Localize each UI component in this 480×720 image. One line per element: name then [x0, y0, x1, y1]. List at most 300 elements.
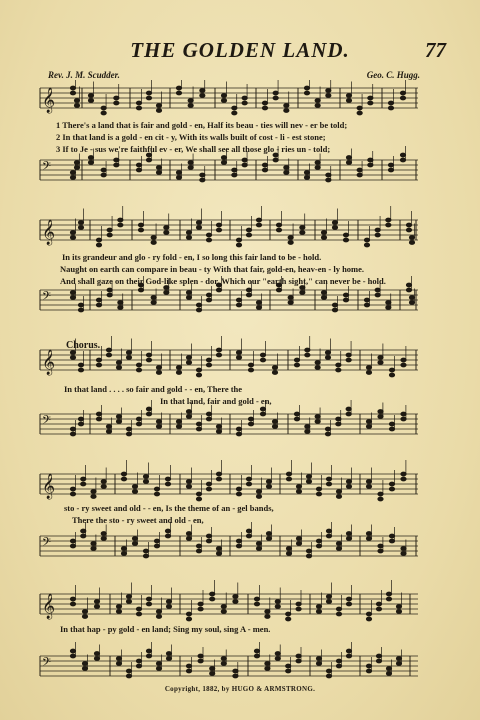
note-head: [366, 612, 371, 616]
note-head: [315, 104, 320, 108]
note-head: [118, 306, 123, 310]
note-head: [300, 286, 305, 290]
note-head: [126, 427, 131, 431]
note-head: [357, 106, 362, 110]
note-head: [82, 615, 87, 619]
note-head: [94, 600, 99, 604]
note-head: [165, 529, 170, 533]
note-head: [256, 218, 261, 222]
note-head: [132, 542, 137, 546]
note-head: [256, 490, 261, 494]
note-head: [166, 657, 171, 661]
note-head: [126, 595, 131, 599]
note-head: [70, 487, 75, 491]
note-head: [236, 492, 241, 496]
note-head: [305, 348, 310, 352]
note-head: [316, 605, 321, 609]
note-head: [196, 373, 201, 377]
note-head: [357, 173, 362, 177]
note-head: [284, 109, 289, 113]
note-head: [96, 238, 101, 242]
note-head: [378, 356, 383, 360]
note-head: [126, 600, 131, 604]
note-head: [154, 487, 159, 491]
note-head: [186, 480, 191, 484]
note-head: [306, 475, 311, 479]
note-head: [316, 487, 321, 491]
note-head: [368, 96, 373, 100]
note-head: [306, 554, 311, 558]
note-head: [368, 158, 373, 162]
note-head: [88, 156, 93, 160]
note-head: [272, 425, 277, 429]
note-head: [336, 542, 341, 546]
note-head: [196, 492, 201, 496]
note-head: [386, 223, 391, 227]
note-head: [126, 674, 131, 678]
note-head: [70, 291, 75, 295]
note-head: [186, 532, 191, 536]
note-head: [138, 288, 143, 292]
note-head: [248, 368, 253, 372]
note-head: [81, 482, 86, 486]
note-head: [346, 654, 351, 658]
note-head: [136, 607, 141, 611]
note-head: [346, 156, 351, 160]
note-head: [198, 607, 203, 611]
note-head: [206, 412, 211, 416]
note-head: [386, 218, 391, 222]
note-head: [409, 241, 414, 245]
copyright-notice: Copyright, 1882, by HUGO & ARMSTRONG.: [164, 685, 316, 693]
note-head: [116, 610, 121, 614]
note-head: [96, 358, 101, 362]
note-head: [346, 412, 351, 416]
note-head: [315, 166, 320, 170]
note-head: [176, 420, 181, 424]
note-head: [233, 669, 238, 673]
note-head: [118, 301, 123, 305]
note-head: [256, 547, 261, 551]
note-head: [262, 101, 267, 105]
note-head: [332, 226, 337, 230]
note-head: [260, 358, 265, 362]
chorus-label: Chorus.: [66, 340, 101, 351]
note-head: [232, 111, 237, 115]
note-head: [304, 86, 309, 90]
note-head: [196, 544, 201, 548]
note-head: [304, 91, 309, 95]
note-head: [378, 492, 383, 496]
note-head: [70, 597, 75, 601]
note-head: [96, 298, 101, 302]
note-head: [262, 106, 267, 110]
note-head: [136, 612, 141, 616]
note-head: [294, 358, 299, 362]
note-head: [70, 86, 75, 90]
note-head: [186, 231, 191, 235]
note-head: [364, 238, 369, 242]
note-head: [366, 532, 371, 536]
note-head: [138, 228, 143, 232]
note-head: [336, 659, 341, 663]
note-head: [346, 537, 351, 541]
note-head: [288, 296, 293, 300]
note-head: [151, 236, 156, 240]
note-head: [138, 223, 143, 227]
note-head: [254, 649, 259, 653]
note-head: [378, 544, 383, 548]
note-head: [82, 610, 87, 614]
note-head: [116, 415, 121, 419]
note-head: [121, 477, 126, 481]
note-head: [196, 308, 201, 312]
note-head: [156, 104, 161, 108]
note-head: [132, 485, 137, 489]
note-head: [400, 91, 405, 95]
note-head: [146, 353, 151, 357]
note-head: [186, 669, 191, 673]
note-head: [346, 485, 351, 489]
note-head: [206, 358, 211, 362]
note-head: [200, 178, 205, 182]
note-head: [306, 549, 311, 553]
note-head: [146, 96, 151, 100]
note-head: [332, 221, 337, 225]
note-head: [146, 91, 151, 95]
note-head: [388, 163, 393, 167]
note-head: [136, 368, 141, 372]
note-head: [116, 657, 121, 661]
note-head: [136, 101, 141, 105]
note-head: [186, 296, 191, 300]
note-head: [206, 417, 211, 421]
note-head: [346, 480, 351, 484]
note-head: [276, 228, 281, 232]
note-head: [70, 296, 75, 300]
bass-clef-icon: 𝄢: [42, 290, 52, 306]
note-head: [265, 662, 270, 666]
note-head: [236, 351, 241, 355]
note-head: [388, 168, 393, 172]
note-head: [357, 111, 362, 115]
note-head: [246, 482, 251, 486]
note-head: [96, 243, 101, 247]
note-head: [136, 664, 141, 668]
note-head: [70, 351, 75, 355]
note-head: [216, 223, 221, 227]
note-head: [216, 472, 221, 476]
note-head: [206, 539, 211, 543]
verse2-line1: 2 In that land is a gold - en cit - y, With its walls built of cost - li - est stone;: [56, 132, 326, 142]
note-head: [101, 168, 106, 172]
note-head: [166, 652, 171, 656]
note-head: [216, 547, 221, 551]
note-head: [272, 420, 277, 424]
note-head: [116, 605, 121, 609]
bass-clef-icon: 𝄢: [42, 160, 52, 176]
note-head: [146, 602, 151, 606]
note-head: [378, 497, 383, 501]
note-head: [389, 422, 394, 426]
note-head: [132, 537, 137, 541]
note-head: [406, 283, 411, 287]
chorus-line1-upper: In that land . . . . so fair and gold - - en, There the: [64, 384, 243, 394]
note-head: [265, 667, 270, 671]
note-head: [96, 412, 101, 416]
note-head: [236, 544, 241, 548]
note-head: [94, 605, 99, 609]
chorus-line2-lower: There the sto - ry sweet and old - en,: [72, 515, 204, 525]
note-head: [196, 549, 201, 553]
note-head: [118, 218, 123, 222]
note-head: [294, 363, 299, 367]
note-head: [286, 664, 291, 668]
note-head: [326, 482, 331, 486]
note-head: [101, 106, 106, 110]
note-head: [273, 158, 278, 162]
note-head: [260, 353, 265, 357]
note-head: [242, 158, 247, 162]
note-head: [378, 361, 383, 365]
note-head: [409, 236, 414, 240]
verse3-line1: 3 If to Je - sus we're faithful ev - er, We shall see all those glo - ries un - told;: [56, 144, 331, 154]
note-head: [366, 669, 371, 673]
note-head: [286, 472, 291, 476]
note-head: [305, 425, 310, 429]
note-head: [116, 662, 121, 666]
note-head: [165, 534, 170, 538]
note-head: [266, 485, 271, 489]
note-head: [236, 243, 241, 247]
note-head: [107, 293, 112, 297]
note-head: [366, 617, 371, 621]
note-head: [266, 532, 271, 536]
note-head: [406, 223, 411, 227]
note-head: [210, 672, 215, 676]
note-head: [357, 168, 362, 172]
note-head: [366, 480, 371, 484]
note-head: [246, 477, 251, 481]
note-head: [336, 490, 341, 494]
note-head: [136, 417, 141, 421]
note-head: [378, 410, 383, 414]
note-head: [346, 161, 351, 165]
note-head: [273, 96, 278, 100]
note-head: [254, 602, 259, 606]
note-head: [176, 366, 181, 370]
note-head: [70, 492, 75, 496]
note-head: [121, 472, 126, 476]
note-head: [156, 667, 161, 671]
note-head: [216, 477, 221, 481]
sheet-music: [30, 80, 422, 680]
note-head: [136, 422, 141, 426]
note-head: [233, 600, 238, 604]
note-head: [233, 595, 238, 599]
note-head: [70, 171, 75, 175]
note-head: [389, 487, 394, 491]
note-head: [321, 231, 326, 235]
note-head: [364, 243, 369, 247]
note-head: [386, 592, 391, 596]
note-head: [265, 615, 270, 619]
page-number: 77: [425, 38, 446, 62]
note-head: [321, 236, 326, 240]
note-head: [389, 373, 394, 377]
note-head: [143, 480, 148, 484]
note-head: [206, 233, 211, 237]
note-head: [401, 477, 406, 481]
composer-credit: Geo. C. Hugg.: [366, 70, 420, 80]
note-head: [78, 303, 83, 307]
note-head: [401, 412, 406, 416]
note-head: [366, 420, 371, 424]
note-head: [206, 487, 211, 491]
note-head: [91, 490, 96, 494]
note-head: [165, 482, 170, 486]
note-head: [216, 425, 221, 429]
note-head: [300, 231, 305, 235]
note-head: [164, 231, 169, 235]
note-head: [166, 600, 171, 604]
note-head: [326, 477, 331, 481]
note-head: [256, 301, 261, 305]
note-head: [82, 667, 87, 671]
note-head: [156, 615, 161, 619]
note-head: [386, 667, 391, 671]
note-head: [336, 368, 341, 372]
note-head: [236, 298, 241, 302]
note-head: [186, 291, 191, 295]
note-head: [196, 226, 201, 230]
note-head: [375, 288, 380, 292]
note-head: [188, 161, 193, 165]
note-head: [262, 163, 267, 167]
note-head: [346, 407, 351, 411]
note-head: [70, 356, 75, 360]
note-head: [156, 610, 161, 614]
note-head: [126, 669, 131, 673]
note-head: [284, 171, 289, 175]
note-head: [186, 236, 191, 240]
note-head: [107, 228, 112, 232]
note-head: [256, 495, 261, 499]
note-head: [326, 669, 331, 673]
note-head: [78, 368, 83, 372]
note-head: [70, 432, 75, 436]
note-head: [336, 495, 341, 499]
note-head: [176, 171, 181, 175]
note-head: [364, 298, 369, 302]
note-head: [126, 432, 131, 436]
note-head: [70, 539, 75, 543]
note-head: [156, 662, 161, 666]
note-head: [321, 291, 326, 295]
note-head: [198, 659, 203, 663]
note-head: [143, 549, 148, 553]
note-head: [236, 238, 241, 242]
note-head: [325, 356, 330, 360]
note-head: [156, 166, 161, 170]
note-head: [400, 158, 405, 162]
note-head: [206, 293, 211, 297]
note-head: [315, 161, 320, 165]
note-head: [156, 420, 161, 424]
note-head: [91, 542, 96, 546]
note-head: [116, 366, 121, 370]
note-head: [221, 662, 226, 666]
note-head: [256, 306, 261, 310]
note-head: [386, 672, 391, 676]
note-head: [315, 415, 320, 419]
note-head: [288, 236, 293, 240]
note-head: [216, 552, 221, 556]
note-head: [286, 477, 291, 481]
note-head: [164, 286, 169, 290]
note-head: [366, 366, 371, 370]
note-head: [165, 477, 170, 481]
note-head: [389, 427, 394, 431]
note-head: [296, 602, 301, 606]
note-head: [154, 544, 159, 548]
note-head: [196, 422, 201, 426]
note-head: [304, 171, 309, 175]
note-head: [216, 228, 221, 232]
note-head: [389, 482, 394, 486]
note-head: [332, 303, 337, 307]
note-head: [82, 662, 87, 666]
note-head: [316, 662, 321, 666]
note-head: [316, 544, 321, 548]
note-head: [146, 649, 151, 653]
note-head: [70, 91, 75, 95]
note-head: [156, 366, 161, 370]
note-head: [246, 534, 251, 538]
note-head: [321, 296, 326, 300]
note-head: [232, 168, 237, 172]
note-head: [343, 238, 348, 242]
note-head: [346, 532, 351, 536]
note-head: [176, 176, 181, 180]
note-head: [106, 430, 111, 434]
note-head: [275, 605, 280, 609]
note-head: [176, 86, 181, 90]
note-head: [70, 231, 75, 235]
note-head: [366, 425, 371, 429]
note-head: [78, 363, 83, 367]
note-head: [101, 480, 106, 484]
note-head: [236, 432, 241, 436]
note-head: [296, 542, 301, 546]
note-head: [236, 487, 241, 491]
note-head: [154, 492, 159, 496]
note-head: [236, 539, 241, 543]
note-head: [101, 537, 106, 541]
note-head: [294, 412, 299, 416]
note-head: [325, 432, 330, 436]
note-head: [315, 366, 320, 370]
note-head: [136, 659, 141, 663]
note-head: [242, 101, 247, 105]
note-head: [256, 542, 261, 546]
note-head: [210, 667, 215, 671]
note-head: [166, 605, 171, 609]
note-head: [288, 241, 293, 245]
note-head: [114, 158, 119, 162]
note-head: [106, 353, 111, 357]
note-head: [96, 303, 101, 307]
